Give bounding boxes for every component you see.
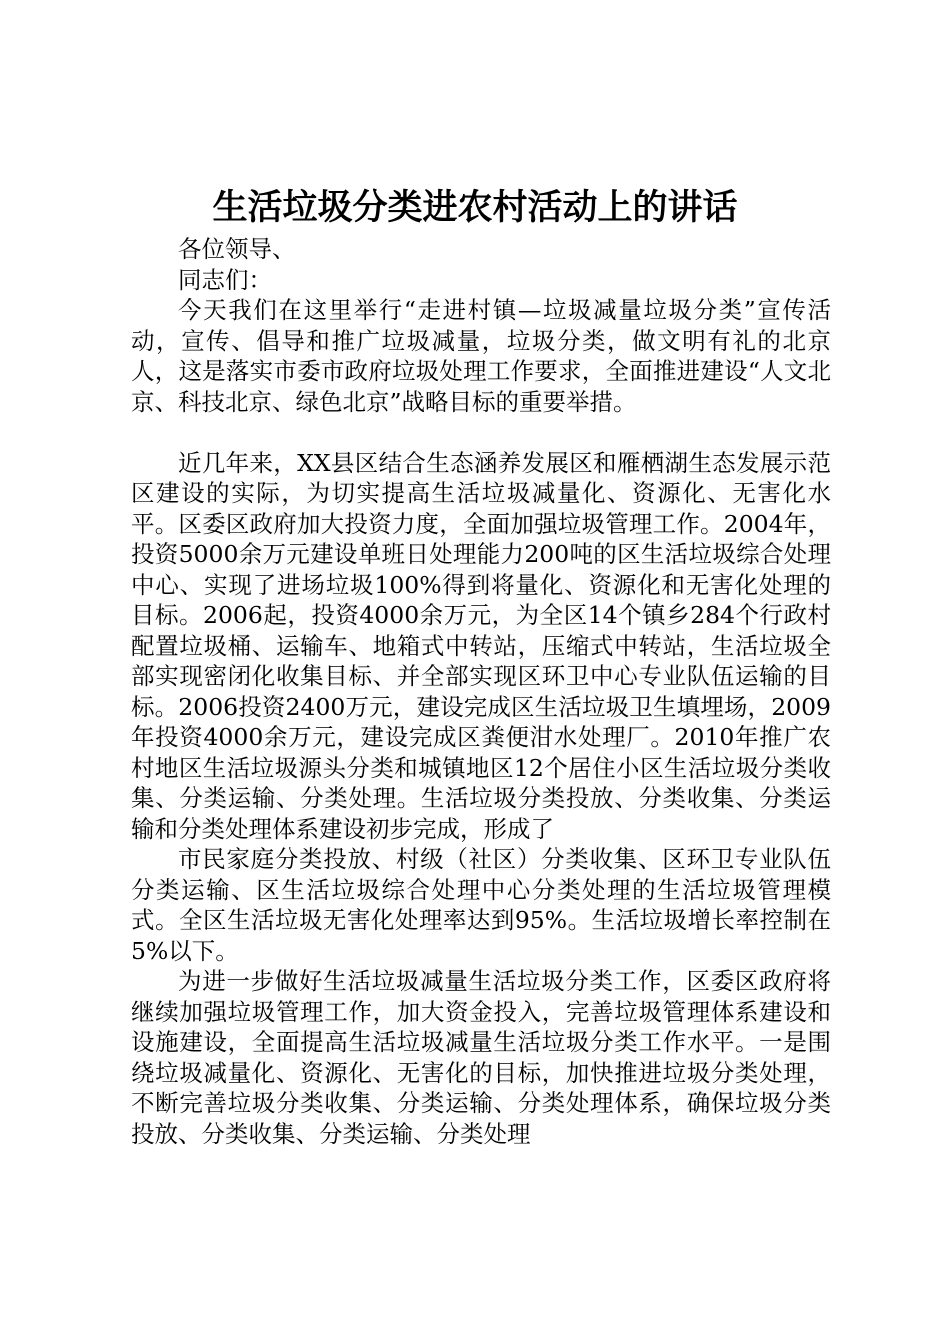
document-title: 生活垃圾分类进农村活动上的讲话 xyxy=(212,187,738,228)
body-paragraph: 今天我们在这里举行“走进村镇—垃圾减量垃圾分类”宣传活动，宣传、倡导和推广垃圾减量，垃圾分类，做文明有礼的北京人，这是落实市委市政府垃圾处理工作要求，全面推进建设“人文北京、科技北京、绿色北京”战略目标的重要举措。 xyxy=(131,296,831,416)
salutation-line: 同志们： xyxy=(178,265,272,294)
body-paragraph: 近几年来，XX县区结合生态涵养发展区和雁栖湖生态发展示范区建设的实际，为切实提高生活垃圾减量化、资源化、无害化水平。区委区政府加大投资力度，全面加强垃圾管理工作。2004年，投资5000余万元建设单班日处理能力200吨的区生活垃圾综合处理中心、实现了进场垃圾100%得到将量化、资源化和无害化处理的目标。2006起，投资4000余万元，为全区14个镇乡284个行政村配置垃圾桶、运输车、地箱式中转站，压缩式中转站，生活垃圾全部实现密闭化收集目标、并全部实现区环卫中心专业队伍运输的目标。2006投资2400万元，建设完成区生活垃圾卫生填埋场，2009年投资4000余万元，建设完成区粪便泔水处理厂。2010年推广农村地区生活垃圾源头分类和城镇地区12个居住小区生活垃圾分类收集、分类运输、分类处理。生活垃圾分类投放、分类收集、分类运输和分类处理体系建设初步完成，形成了 xyxy=(131,448,831,843)
document-body xyxy=(131,234,831,1149)
body-paragraph: 为进一步做好生活垃圾减量生活垃圾分类工作，区委区政府将继续加强垃圾管理工作，加大资金投入，完善垃圾管理体系建设和设施建设，全面提高生活垃圾减量生活垃圾分类工作水平。一是围绕垃圾减量化、资源化、无害化的目标，加快推进垃圾分类处理，不断完善垃圾分类收集、分类运输、分类处理体系，确保垃圾分类投放、分类收集、分类运输、分类处理 xyxy=(131,967,831,1148)
body-paragraph: 市民家庭分类投放、村级（社区）分类收集、区环卫专业队伍分类运输、区生活垃圾综合处理中心分类处理的生活垃圾管理模式。全区生活垃圾无害化处理率达到95%。生活垃圾增长率控制在5%以下。 xyxy=(131,845,831,965)
salutation-line: 各位领导、 xyxy=(178,235,296,263)
